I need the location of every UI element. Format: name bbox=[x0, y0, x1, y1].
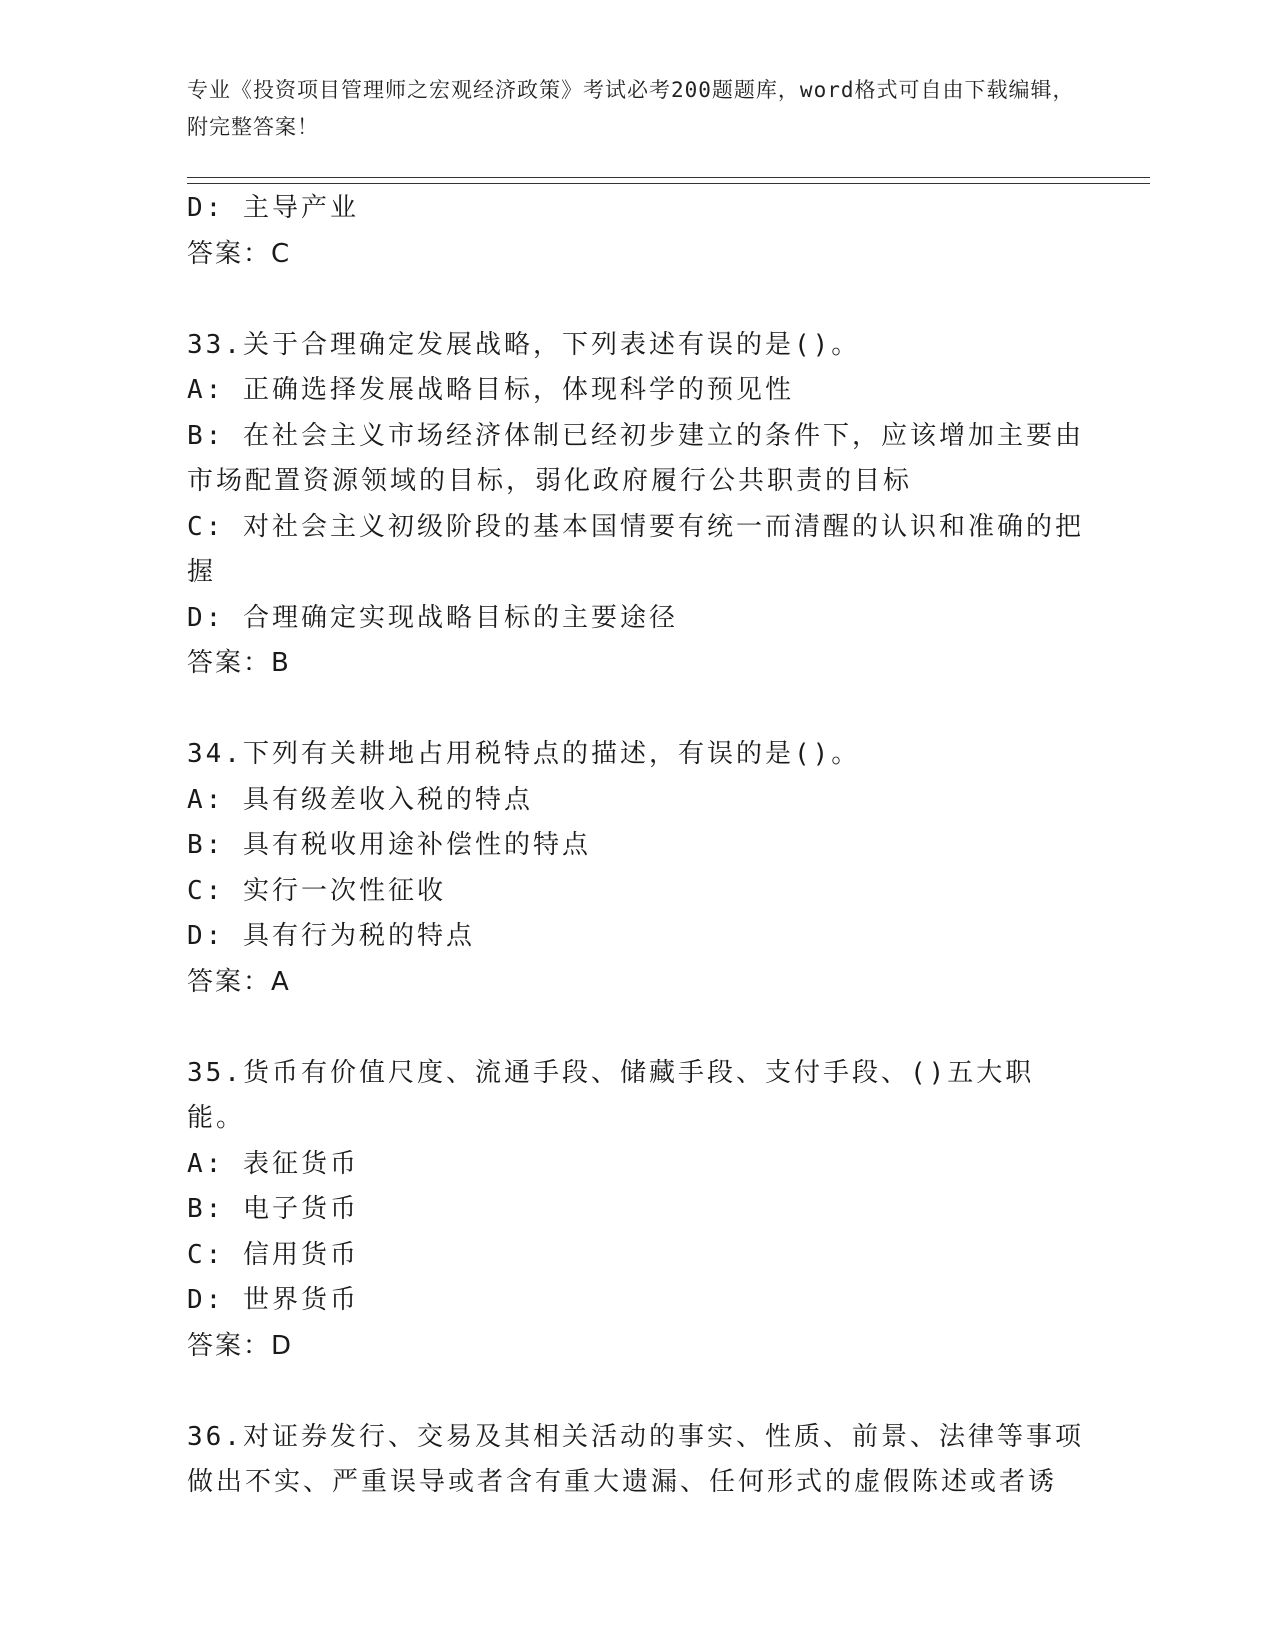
option-d: D: 具有行为税的特点 bbox=[187, 921, 475, 951]
option-c: C: 信用货币 bbox=[187, 1239, 359, 1270]
option-b: B: 具有税收用途补偿性的特点 bbox=[187, 830, 591, 860]
option-d: D: 合理确定实现战略目标的主要途径 bbox=[187, 602, 678, 633]
question-content bbox=[187, 186, 1087, 1506]
option-d: D: 世界货币 bbox=[187, 1285, 359, 1315]
option-d: D: 主导产业 bbox=[187, 193, 359, 223]
option-b: B: 在社会主义市场经济体制已经初步建立的条件下，应该增加主要由市场配置资源领域的目标，弱化政府履行公共职责的目标 bbox=[187, 420, 1084, 496]
option-a: A: 表征货币 bbox=[187, 1148, 359, 1179]
document-header: 专业《投资项目管理师之宏观经济政策》考试必考200题题库，word格式可自由下载编辑，附完整答案！ bbox=[187, 78, 1075, 139]
question-stem-35: 35.货币有价值尺度、流通手段、储藏手段、支付手段、()五大职能。 bbox=[187, 1057, 1035, 1133]
answer: 答案：A bbox=[187, 966, 291, 997]
question-stem-34: 34.下列有关耕地占用税特点的描述，有误的是()。 bbox=[187, 739, 861, 769]
header-rule-bottom bbox=[187, 183, 1150, 184]
option-b: B: 电子货币 bbox=[187, 1194, 359, 1224]
option-a: A: 正确选择发展战略目标，体现科学的预见性 bbox=[187, 375, 794, 405]
option-c: C: 实行一次性征收 bbox=[187, 875, 446, 906]
answer: 答案：C bbox=[187, 238, 292, 269]
option-a: A: 具有级差收入税的特点 bbox=[187, 784, 533, 815]
answer: 答案：B bbox=[187, 648, 291, 678]
option-c: C: 对社会主义初级阶段的基本国情要有统一而清醒的认识和准确的把握 bbox=[187, 511, 1084, 587]
header-rule-top bbox=[187, 177, 1150, 178]
question-stem-36: 36.对证券发行、交易及其相关活动的事实、性质、前景、法律等事项做出不实、严重误导或者含有重大遗漏、任何形式的虚假陈述或者诱 bbox=[187, 1421, 1084, 1497]
question-stem-33: 33.关于合理确定发展战略，下列表述有误的是()。 bbox=[187, 329, 861, 360]
answer: 答案：D bbox=[187, 1330, 294, 1361]
